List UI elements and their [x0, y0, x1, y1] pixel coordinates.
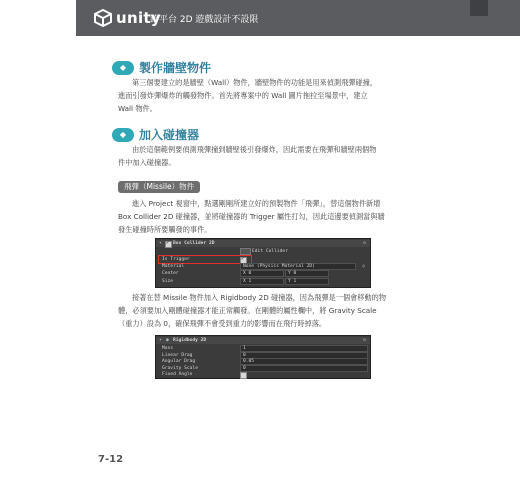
logo-text: unity	[116, 9, 161, 27]
component-header[interactable]	[156, 337, 370, 344]
mass-field[interactable]: 1	[240, 345, 368, 352]
property-label: Material	[162, 264, 185, 269]
text-line: 接著在替 Missile 物件加入 Rigidbody 2D 碰撞器，因為飛彈是一個會移動的物	[132, 293, 387, 302]
property-label: Angular Drag	[162, 359, 196, 364]
subsection-paragraph	[118, 197, 404, 236]
property-label: Gravity Scale	[162, 365, 198, 371]
section1-paragraph	[118, 76, 404, 115]
enable-checkbox[interactable]	[165, 241, 172, 248]
text-line: 第三個要建立的是牆壁（Wall）物件，牆壁物件的功能是用來偵測飛彈碰撞，	[132, 78, 378, 87]
text-line: Wall 物件。	[118, 104, 157, 113]
rigidbody-icon: ●	[166, 338, 169, 343]
fixed-angle-row	[156, 371, 370, 378]
rigidbody-paragraph	[118, 291, 404, 330]
section2-paragraph	[118, 143, 404, 169]
gear-icon[interactable]: ⚙	[363, 241, 366, 246]
property-label: Fixed Angle	[162, 372, 193, 377]
property-label: Mass	[162, 346, 174, 351]
size-y-field[interactable]: Y 1	[285, 278, 329, 285]
section-heading-collider	[112, 126, 199, 143]
linear-drag-field[interactable]: 0	[240, 352, 368, 359]
text-line: 件中加入碰撞器。	[118, 158, 176, 167]
section-bullet-icon: ◆	[112, 128, 134, 142]
property-label: Center	[162, 271, 179, 276]
unity-cube-icon	[92, 8, 114, 28]
text-line: （重力）設為 0，確保飛彈不會受到重力的影響而在飛行時掉落。	[118, 319, 327, 328]
component-name: Rigidbody 2D	[173, 338, 207, 343]
section-bullet-icon: ◆	[112, 61, 134, 75]
component-header[interactable]	[156, 240, 370, 247]
material-field[interactable]: None (Physics Material 2D)	[240, 263, 356, 270]
component-name: Box Collider 2D	[173, 241, 215, 246]
edit-collider-button[interactable]: Edit Collider	[252, 249, 288, 254]
text-line: 進入 Project 視窗中，點選剛剛所建立好的預製物件「飛彈」，替這個物件新增	[132, 199, 381, 208]
foldout-arrow-icon[interactable]: ▾	[159, 241, 162, 246]
size-x-field[interactable]: X 1	[240, 278, 284, 285]
section-heading-wall	[112, 59, 211, 76]
material-row	[156, 263, 370, 270]
object-picker-icon[interactable]: ◎	[362, 264, 365, 269]
edit-collider-row	[156, 248, 370, 255]
section-title: 加入碰撞器	[139, 128, 200, 142]
gear-icon[interactable]: ⚙	[363, 338, 366, 343]
property-label: Size	[162, 279, 174, 284]
fixed-angle-checkbox[interactable]	[240, 372, 247, 379]
box-collider-inspector	[155, 238, 371, 288]
subsection-title: 飛彈（Missile）物件	[118, 181, 200, 193]
center-y-field[interactable]: Y 0	[285, 270, 329, 277]
size-row	[156, 278, 370, 285]
text-line: 發生碰撞時所要觸發的事件。	[118, 225, 212, 234]
property-label: Linear Drag	[162, 352, 193, 358]
center-row	[156, 270, 370, 277]
rigidbody-inspector	[155, 335, 371, 379]
book-title: 跨平台 2D 遊戲設計不設限	[150, 15, 259, 25]
property-label: Is Trigger	[162, 257, 190, 262]
gravity-scale-field[interactable]: 0	[240, 365, 368, 372]
header-tab	[470, 0, 488, 16]
text-line: Box Collider 2D 碰撞器，並將碰撞器的 Trigger 屬性打勾，因此這邊要偵測當與牆	[118, 212, 385, 221]
center-x-field[interactable]: X 0	[240, 270, 284, 277]
section-title: 製作牆壁物件	[139, 61, 212, 75]
foldout-arrow-icon[interactable]: ▾	[159, 338, 162, 343]
text-line: 進而引發炸彈爆炸的觸發物件。首先將專案中的 Wall 圖片拖拉至場景中，建立	[118, 91, 368, 100]
angular-drag-field[interactable]: 0.05	[240, 358, 368, 365]
text-line: 由於這個範例要偵測飛彈撞到牆壁後引發爆炸，因此需要在飛彈和牆壁兩個物	[132, 145, 377, 154]
edit-collider-icon[interactable]	[240, 248, 251, 255]
page-number: 7-12	[98, 454, 124, 465]
text-line: 體，必須要加入剛體碰撞器才能正常觸發。在剛體的屬性欄中，將 Gravity Scale	[118, 306, 377, 315]
